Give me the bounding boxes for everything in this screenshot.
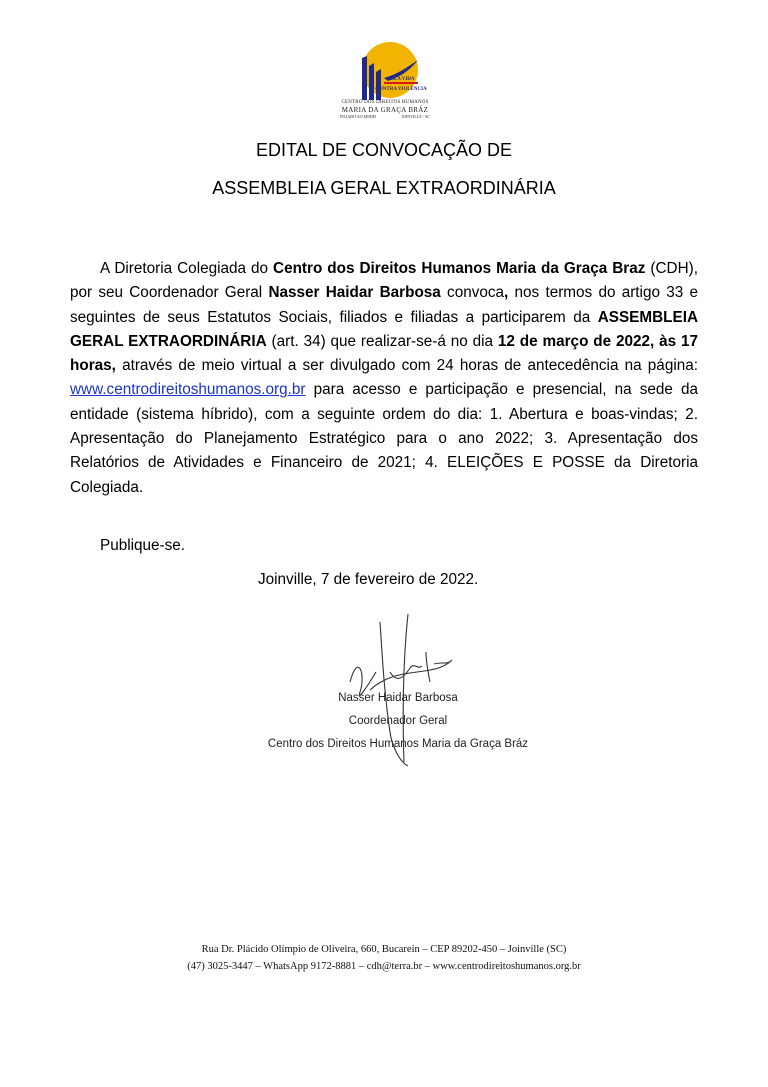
org-name-bold: Centro dos Direitos Humanos Maria da Graça Braz (273, 260, 646, 277)
logo-org-line-3-right: JOINVILLE - SC (401, 114, 430, 119)
logo-org-line-3-left: FILIADO AO MNDH (340, 114, 376, 119)
signatory-name: Nasser Haidar Barbosa (338, 692, 458, 704)
body-after-org: (CDH), por seu Coordenador Geral (70, 260, 698, 302)
body-after-comma: nos termos do artigo 33 e seguintes de seus Estatutos Sociais, filiados e filiadas a participarem da (70, 284, 698, 326)
document-title-line-2: ASSEMBLEIA GERAL EXTRAORDINÁRIA (212, 178, 556, 198)
website-link[interactable]: www.centrodireitoshumanos.org.br (70, 381, 306, 399)
logo-tagline-1: PELA VIDA (387, 77, 415, 82)
logo-text (340, 100, 430, 119)
logo-org-line-1: CENTRO DOS DIREITOS HUMANOS (341, 100, 429, 105)
signatory-role: Coordenador Geral (348, 715, 448, 727)
logo-org-line-3 (340, 114, 430, 119)
body-intro: A Diretoria Colegiada do (100, 260, 274, 277)
logo-tagline-2: CONTRA VIOLÊNCIA (375, 87, 427, 92)
body-after-date: através de meio virtual a ser divulgado com 24 horas de antecedência na página: (115, 357, 698, 375)
body-after-link: para acesso e participação e presencial, na sede da entidade (sistema híbrido), com a seguinte ordem do dia: 1. Abertura e boas-vindas; 2. Apresentação do Planejamento Estratégico para o ano 2022; 3. Apresentação dos Relatórios de Atividades e Financeiro de 2021; 4. ELEIÇÕES E POSSE da Diretoria Colegiada. (70, 381, 698, 496)
document-title-line-1: EDITAL DE CONVOCAÇÃO DE (255, 140, 513, 160)
body-after-coordinator: convoca (440, 284, 505, 302)
signatory-org: Centro dos Direitos Humanos Maria da Graça Bráz (267, 738, 529, 750)
bold-comma: , (504, 284, 509, 302)
logo-org-line-2: MARIA DA GRAÇA BRÁZ (341, 106, 429, 114)
body-paragraph (70, 257, 698, 500)
coordinator-name-bold: Nasser Haidar Barbosa (268, 284, 441, 302)
assembly-bold: ASSEMBLEIA GERAL EXTRAORDINÁRIA (70, 308, 698, 350)
footer-contacts: (47) 3025-3447 – WhatsApp 9172-8881 – cdh@terra.br – www.centrodireitoshumanos.org.br (187, 961, 581, 972)
meeting-date-bold: 12 de março de 2022, às 17 horas, (70, 332, 698, 375)
publique-text: Publique-se. (100, 537, 186, 554)
document-body (70, 257, 698, 500)
body-after-assembly: (art. 34) que realizar-se-á no dia (266, 332, 498, 350)
footer-address: Rua Dr. Plácido Olímpio de Oliveira, 660, Bucarein – CEP 89202-450 – Joinville (SC) (201, 944, 567, 955)
place-date: Joinville, 7 de fevereiro de 2022. (258, 571, 479, 588)
